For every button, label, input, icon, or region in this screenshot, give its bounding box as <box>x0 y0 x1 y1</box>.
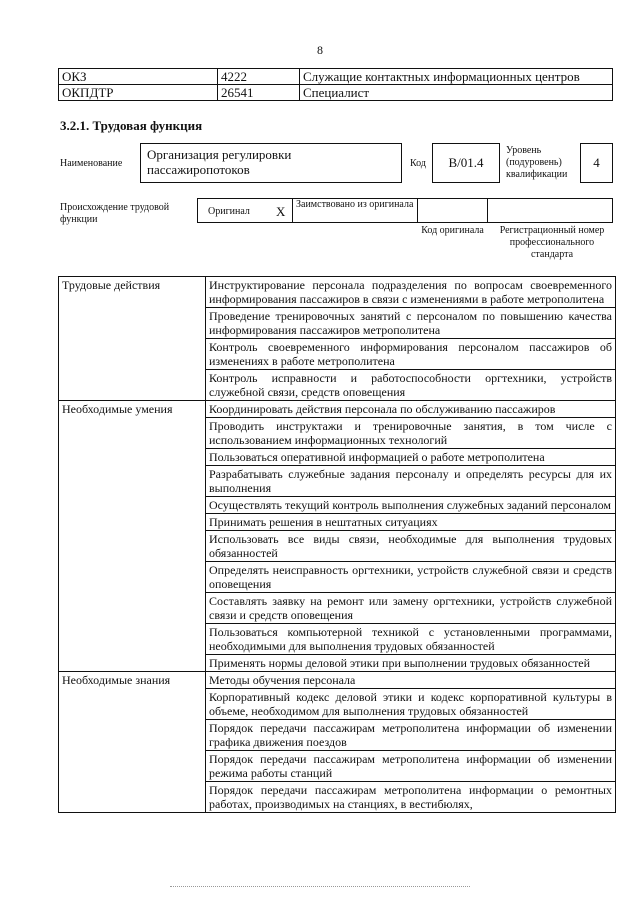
requirement-item: Корпоративный кодекс деловой этики и кодекс корпоративной культуры в объеме, необходимом для выполнения трудовых обязанностей <box>206 689 616 720</box>
original-label: Оригинал <box>208 206 250 217</box>
requirement-item: Проведение тренировочных занятий с персоналом по повышению качества информирования пассажиров метрополитена <box>206 308 616 339</box>
table-row <box>59 69 613 85</box>
section-title: 3.2.1. Трудовая функция <box>60 118 203 133</box>
requirement-item: Методы обучения персонала <box>206 672 616 689</box>
codes-table <box>58 68 613 101</box>
requirement-item: Осуществлять текущий контроль выполнения служебных заданий персоналом <box>206 497 616 514</box>
requirement-item: Определять неисправность оргтехники, устройств служебной связи и средств оповещения <box>206 562 616 593</box>
requirement-item: Проводить инструктажи и тренировочные занятия, в том числе с использованием информационных технологий <box>206 418 616 449</box>
table-row <box>59 85 613 101</box>
requirement-item: Порядок передачи пассажирам метрополитена информации об изменении графика движения поездов <box>206 720 616 751</box>
function-table <box>58 276 616 813</box>
requirement-item: Применять нормы деловой этики при выполнении трудовых обязанностей <box>206 655 616 672</box>
requirement-item: Составлять заявку на ремонт или замену оргтехники, устройств служебной связи и средств оповещения <box>206 593 616 624</box>
requirement-item: Пользоваться компьютерной техникой с установленными программами, необходимыми для выполнения трудовых обязанностей <box>206 624 616 655</box>
requirement-item: Пользоваться оперативной информацией о работе метрополитена <box>206 449 616 466</box>
table-row <box>59 401 616 418</box>
level-label: Уровень (подуровень) квалификации <box>506 145 568 180</box>
section-label: Необходимые знания <box>59 672 206 813</box>
requirement-item: Использовать все виды связи, необходимые для выполнения трудовых обязанностей <box>206 531 616 562</box>
function-code: B/01.4 <box>432 143 500 183</box>
code-value: 26541 <box>218 85 300 101</box>
code-original-caption: Код оригинала <box>421 225 484 236</box>
requirement-item: Порядок передачи пассажирам метрополитена информации об изменении режима работы станций <box>206 751 616 782</box>
function-name: Организация регулировки пассажиропотоков <box>140 143 402 183</box>
requirement-item: Координировать действия персонала по обслуживанию пассажиров <box>206 401 616 418</box>
code-name: Специалист <box>300 85 613 101</box>
requirement-item: Порядок передачи пассажирам метрополитена информации о ремонтных работах, производимых на станциях, в вестибюлях, <box>206 782 616 813</box>
requirement-item: Разрабатывать служебные задания персоналу и определять ресурсы для их выполнения <box>206 466 616 497</box>
code-value: 4222 <box>218 69 300 85</box>
original-mark: X <box>276 204 286 219</box>
section-label: Необходимые умения <box>59 401 206 672</box>
level-value: 4 <box>580 143 613 183</box>
name-label: Наименование <box>60 158 123 169</box>
table-row <box>59 277 616 308</box>
page-number: 8 <box>317 43 323 57</box>
requirement-item: Контроль исправности и работоспособности оргтехники, устройств служебной связи, средств оповещения <box>206 370 616 401</box>
reg-number-cell <box>487 198 613 223</box>
original-cell <box>197 198 293 223</box>
requirement-item: Принимать решения в нештатных ситуациях <box>206 514 616 531</box>
origin-label: Происхождение трудовой функции <box>60 202 170 225</box>
code-system: ОКПДТР <box>59 85 218 101</box>
reg-number-caption: Регистрационный номер профессионального стандарта <box>499 225 605 260</box>
borrowed-cell: Заимствовано из оригинала <box>292 198 418 223</box>
code-original-cell <box>417 198 488 223</box>
code-label: Код <box>410 158 426 169</box>
requirement-item: Контроль своевременного информирования персоналом пассажиров об изменениях в работе метрополитена <box>206 339 616 370</box>
code-name: Служащие контактных информационных центров <box>300 69 613 85</box>
requirement-item: Инструктирование персонала подразделения по вопросам своевременного информирования пассажиров в связи с изменениями в работе метрополитена <box>206 277 616 308</box>
page-edge-divider <box>170 886 470 887</box>
code-system: ОКЗ <box>59 69 218 85</box>
table-row <box>59 672 616 689</box>
section-label: Трудовые действия <box>59 277 206 401</box>
